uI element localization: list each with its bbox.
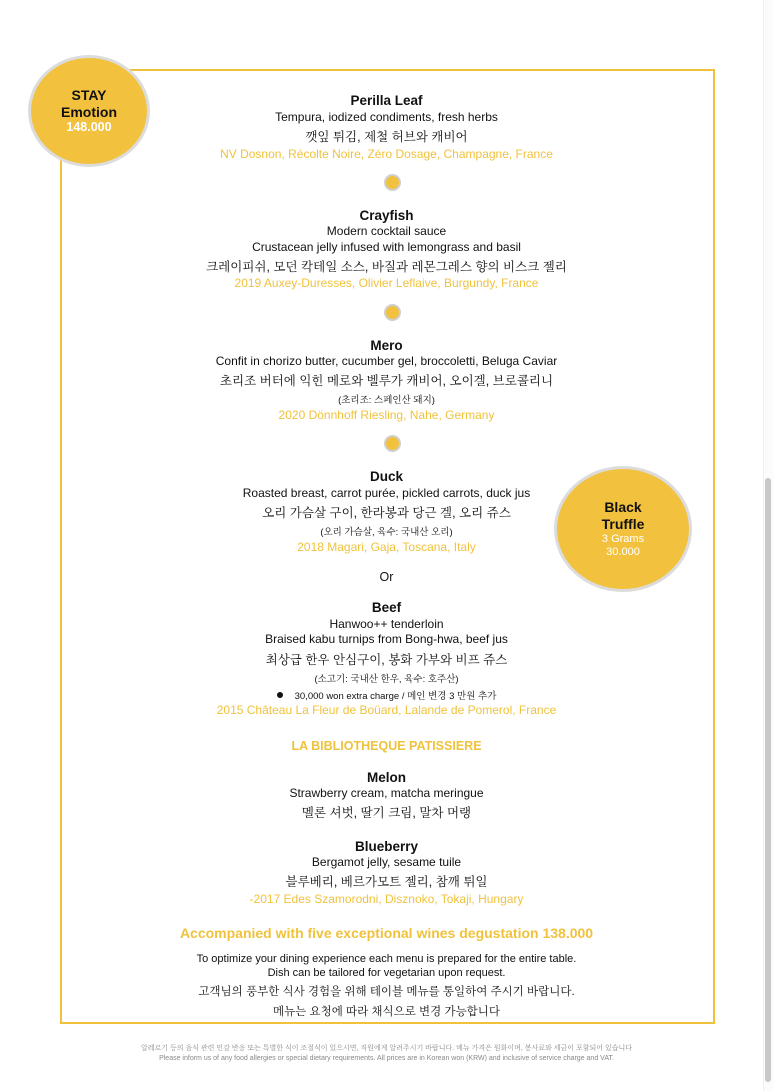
course-divider-dot <box>384 304 401 321</box>
badge-price: 148.000 <box>66 120 112 135</box>
dish-description: Confit in chorizo butter, cucumber gel, broccoletti, Beluga Caviar <box>215 354 558 368</box>
scrollbar-thumb[interactable] <box>765 478 771 1082</box>
wine-pairing: -2017 Edes Szamorodni, Disznoko, Tokaji, Hungary <box>249 892 524 906</box>
dish-name: Duck <box>369 469 403 484</box>
dish-description: Modern cocktail sauce <box>326 224 447 238</box>
dish-name: Blueberry <box>354 839 419 854</box>
dish-description: Braised kabu turnips from Bong-hwa, beef jus <box>265 632 508 646</box>
dish-description: Strawberry cream, matcha meringue <box>289 786 484 800</box>
extra-charge-text: 30,000 won extra charge / 메인 변경 3 만원 추가 <box>294 691 497 702</box>
dish-name: Perilla Leaf <box>350 93 423 108</box>
allergy-notice: Please inform us of any food allergies or special dietary requirements. All prices are in Korean won (KRW) and inclusive of service charge and VAT. <box>159 1055 614 1062</box>
dish-description-korean: 블루베리, 베르가모트 젤리, 참깨 튀일 <box>285 875 488 889</box>
allergy-notice-korean: 알레르기 등의 음식 관련 민감 반응 또는 특별한 식이 조절식이 있으시면, 직원에게 알려주시기 바랍니다. 메뉴 가격은 원화이며, 봉사료와 세금이 포함되어 있습니다 <box>140 1045 633 1052</box>
dish-name: Melon <box>367 770 406 785</box>
dish-description-korean: 깻잎 튀김, 제철 허브와 캐비어 <box>305 130 468 144</box>
dish-description-korean: 최상급 한우 안심구이, 봉화 가부와 비프 쥬스 <box>265 653 508 667</box>
or-separator: Or <box>379 570 394 584</box>
table-info: To optimize your dining experience each menu is prepared for the entire table. <box>196 953 577 965</box>
dish-description-korean: 멜론 셔벗, 딸기 크림, 말차 머랭 <box>301 806 472 820</box>
dish-name: Mero <box>370 338 403 353</box>
dish-description: Roasted breast, carrot purée, pickled carrots, duck jus <box>242 486 531 500</box>
wine-pairing: 2018 Magari, Gaja, Toscana, Italy <box>297 540 476 554</box>
dish-name: Beef <box>371 600 402 615</box>
wine-pairing: 2015 Château La Fleur de Boüard, Lalande de Pomerol, France <box>216 703 557 717</box>
vegetarian-info: Dish can be tailored for vegetarian upon request. <box>267 967 506 979</box>
course-divider-dot <box>384 435 401 452</box>
dish-name: Crayfish <box>359 208 414 223</box>
badge-title: Black <box>604 499 642 516</box>
dish-description: Tempura, iodized condiments, fresh herbs <box>275 110 498 124</box>
dish-description-korean: 오리 가슴살 구이, 한라봉과 당근 겔, 오리 쥬스 <box>262 506 511 520</box>
wine-pairing: NV Dosnon, Récolte Noire, Zéro Dosage, Champagne, France <box>220 147 553 161</box>
dish-description: Crustacean jelly infused with lemongrass and basil <box>252 240 521 254</box>
dish-description: Bergamot jelly, sesame tuile <box>311 855 462 869</box>
bullet-icon <box>277 692 283 698</box>
badge-title: Truffle <box>601 515 645 532</box>
dish-description-korean: 크레이피쉬, 모던 칵테일 소스, 바질과 레몬그레스 향의 비스크 젤리 <box>206 260 567 274</box>
dish-description: Hanwoo++ tenderloin <box>329 617 444 631</box>
badge-title: STAY <box>71 86 107 103</box>
wine-pairing: 2019 Auxey-Duresses, Olivier Leflaive, Burgundy, France <box>234 276 539 290</box>
wine-degustation-offer: Accompanied with five exceptional wines degustation 138.000 <box>179 925 594 941</box>
course-divider-dot <box>384 174 401 191</box>
section-heading: LA BIBLIOTHEQUE PATISSIERE <box>291 739 482 753</box>
badge-title: Emotion <box>61 103 117 120</box>
table-info-korean: 고객님의 풍부한 식사 경험을 위해 테이블 메뉴를 통일하여 주시기 바랍니다. <box>198 986 575 998</box>
dish-description-korean: 초리조 버터에 익힌 메로와 벨루가 캐비어, 오이겔, 브로콜리니 <box>219 374 554 388</box>
origin-note: (소고기: 국내산 한우, 육수: 호주산) <box>314 674 459 685</box>
wine-pairing: 2020 Dönnhoff Riesling, Nahe, Germany <box>278 408 495 422</box>
extra-charge-note <box>0 688 773 702</box>
badge-amount: 3 Grams <box>601 532 645 545</box>
badge-price: 30.000 <box>606 545 640 558</box>
vegetarian-info-korean: 메뉴는 요청에 따라 채식으로 변경 가능합니다 <box>272 1006 501 1018</box>
scrollbar-track[interactable] <box>763 0 773 1091</box>
origin-note: (초리조: 스페인산 돼지) <box>338 395 435 406</box>
origin-note: (오리 가슴살, 육수: 국내산 오리) <box>320 527 453 538</box>
